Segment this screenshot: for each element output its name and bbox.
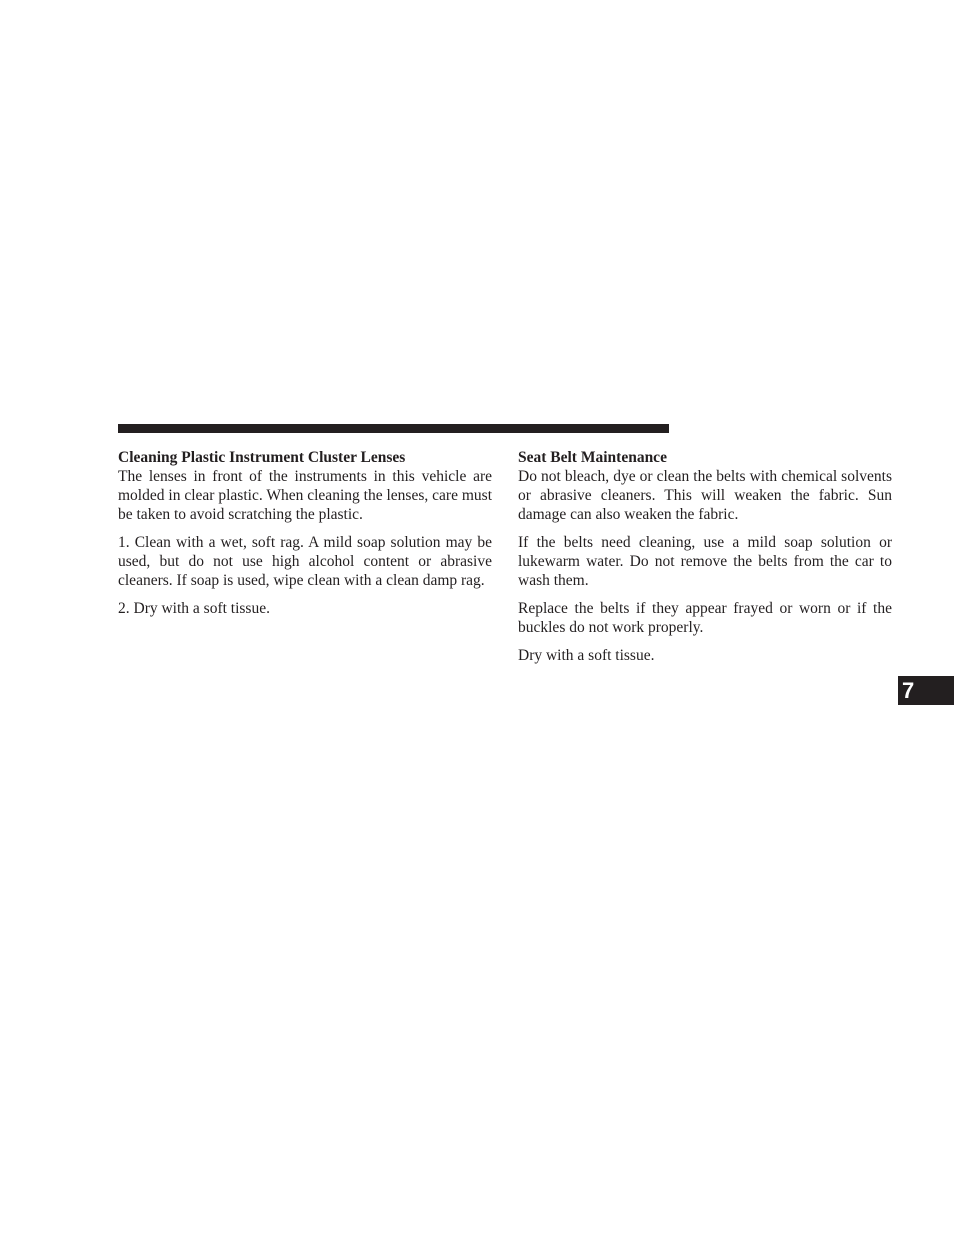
- chapter-tab: 7: [898, 676, 954, 705]
- paragraph: Replace the belts if they appear frayed or worn or if the buckles do not work properly.: [518, 600, 892, 636]
- section-heading-seat-belt: Seat Belt Maintenance: [518, 449, 667, 466]
- paragraph: 1. Clean with a wet, soft rag. A mild soap solution may be used, but do not use high alcohol content or abrasive cleaners. If soap is used, wipe clean with a clean damp rag.: [118, 534, 492, 589]
- section-heading-cluster-lenses: Cleaning Plastic Instrument Cluster Lenses: [118, 449, 406, 466]
- section-top-rule: [118, 424, 669, 433]
- paragraph: 2. Dry with a soft tissue.: [118, 600, 270, 617]
- right-column: [518, 448, 892, 665]
- left-column: [118, 448, 492, 618]
- paragraph: Do not bleach, dye or clean the belts with chemical solvents or abrasive cleaners. This will weaken the fabric. Sun damage can also weaken the fabric.: [518, 468, 892, 523]
- paragraph: If the belts need cleaning, use a mild soap solution or lukewarm water. Do not remove the belts from the car to wash them.: [518, 534, 892, 589]
- paragraph: Dry with a soft tissue.: [518, 647, 655, 664]
- paragraph: The lenses in front of the instruments in this vehicle are molded in clear plastic. When cleaning the lenses, care must be taken to avoid scratching the plastic.: [118, 468, 492, 523]
